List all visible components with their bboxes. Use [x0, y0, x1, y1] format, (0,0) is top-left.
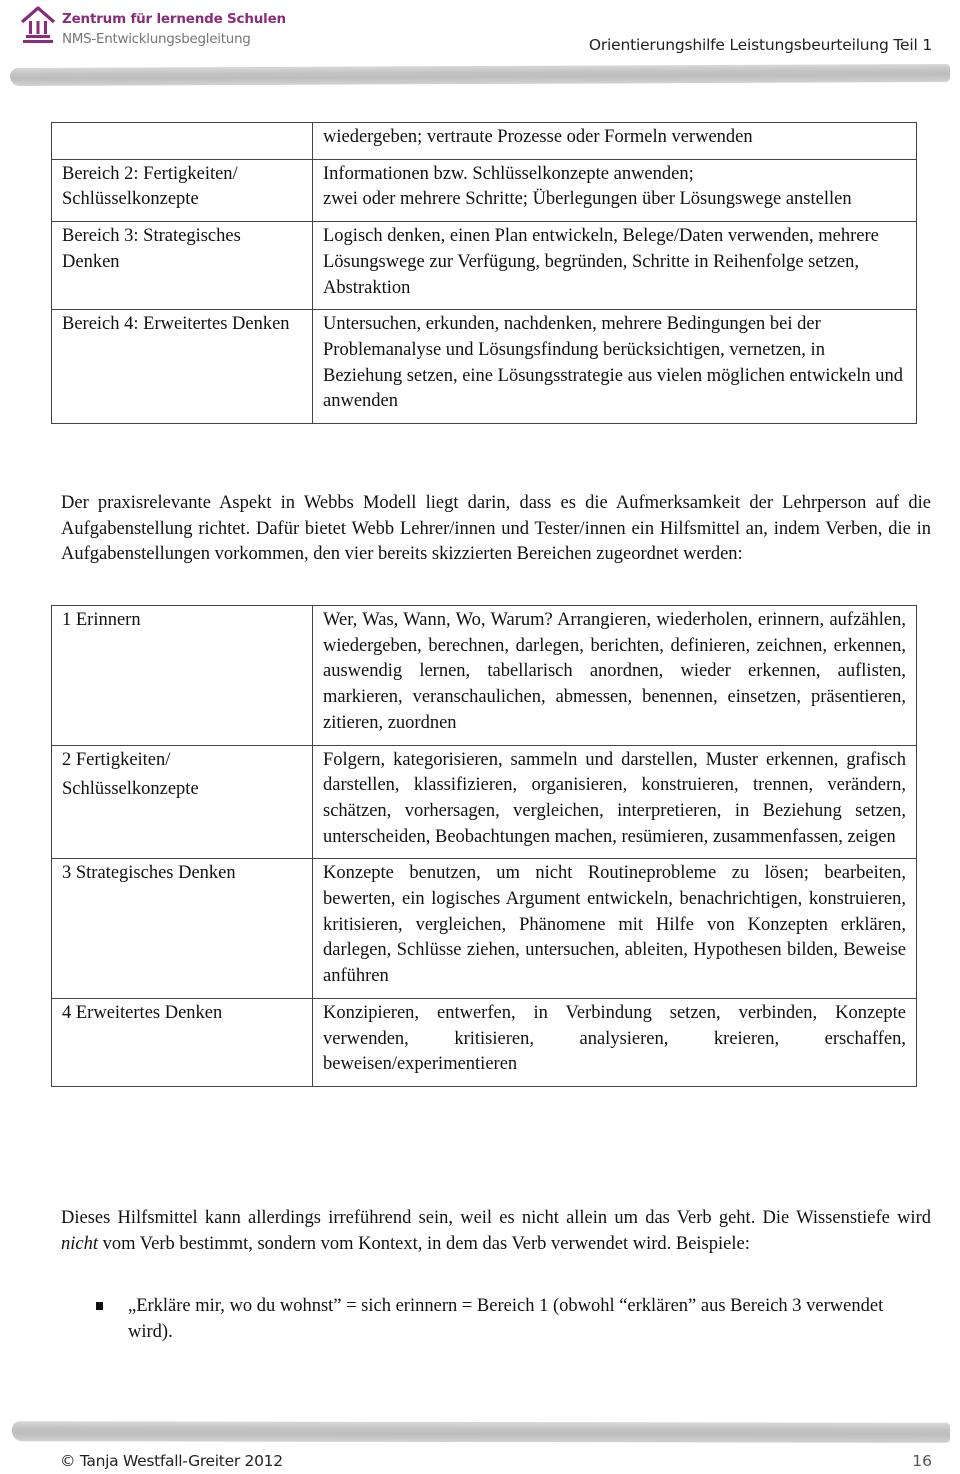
verbs-cell: Folgern, kategorisieren, sammeln und darstellen, Muster erkennen, grafisch darstellen, klassifizieren, organisieren, konstruieren, trennen, verändern, schätzen, vorhersagen, vergleichen, interpretieren, in Beziehung setzen, unterscheiden, Beobachtungen machen, resümieren, zusammenfassen, zeigen — [313, 745, 917, 859]
verbs-cell: Konzipieren, entwerfen, in Verbindung setzen, verbinden, Konzepte verwenden, kritisieren, analysieren, kreieren, erschaffen, beweisen/experimentieren — [313, 998, 917, 1086]
table-row — [52, 310, 917, 424]
description-cell: Untersuchen, erkunden, nachdenken, mehrere Bedingungen bei der Problemanalyse und Lösungsfindung berücksichtigen, vernetzen, in Beziehung setzen, eine Lösungsstrategie aus vielen möglichen entwickeln und anwenden — [313, 310, 917, 424]
logo-title: Zentrum für lernende Schulen — [62, 11, 286, 27]
area-cell — [52, 123, 313, 160]
description-cell: wiedergeben; vertraute Prozesse oder Formeln verwenden — [313, 123, 917, 160]
text-run: Dieses Hilfsmittel kann allerdings irreführend sein, weil es nicht allein um das Verb geht. Die Wissenstiefe wird — [61, 1208, 931, 1228]
area-line: Schlüsselkonzepte — [62, 779, 199, 800]
knowledge-depth-table — [51, 122, 917, 424]
footer-divider — [12, 1421, 950, 1443]
organization-logo — [20, 4, 286, 48]
example-list-item — [96, 1294, 932, 1345]
header-divider — [10, 64, 950, 86]
verbs-cell: Wer, Was, Wann, Wo, Warum? Arrangieren, wiederholen, erinnern, aufzählen, wiedergeben, berechnen, darlegen, berichten, definieren, zeichnen, erkennen, auswendig lernen, tabellarisch anordnen, wieder erkennen, auflisten, markieren, veranschaulichen, abmessen, benennen, einsetzen, präsentieren, zitieren, zuordnen — [313, 606, 917, 746]
example-text: „Erkläre mir, wo du wohnst” = sich erinnern = Bereich 1 (obwohl “erklären” aus Bereich 3 verwendet wird). — [128, 1296, 884, 1342]
table-row — [52, 745, 917, 859]
table-row — [52, 159, 917, 221]
area-cell: Bereich 3: Strategisches Denken — [52, 222, 313, 310]
description-line: zwei oder mehrere Schritte; Überlegungen über Lösungswege anstellen — [323, 189, 852, 210]
square-bullet-icon — [96, 1302, 103, 1310]
logo-subtitle: NMS-Entwicklungsbegleitung — [62, 31, 251, 47]
table-row — [52, 123, 917, 160]
table-row — [52, 606, 917, 746]
area-cell: 3 Strategisches Denken — [52, 859, 313, 999]
document-title: Orientierungshilfe Leistungsbeurteilung Teil 1 — [588, 36, 932, 54]
text-run: vom Verb bestimmt, sondern vom Kontext, in dem das Verb verwendet wird. Beispiele: — [98, 1233, 750, 1254]
area-cell — [52, 745, 313, 859]
page-number: 16 — [912, 1452, 932, 1470]
emphasis-text: nicht — [61, 1233, 98, 1254]
copyright-notice: © Tanja Westfall-Greiter 2012 — [60, 1452, 283, 1470]
area-cell: Bereich 2: Fertigkeiten/ Schlüsselkonzepte — [52, 159, 313, 221]
area-cell: 4 Erweitertes Denken — [52, 998, 313, 1086]
table-row — [52, 998, 917, 1086]
description-cell — [313, 159, 917, 221]
body-paragraph — [61, 1206, 931, 1257]
description-line: Informationen bzw. Schlüsselkonzepte anwenden; — [323, 163, 694, 184]
area-line: 2 Fertigkeiten/ — [62, 749, 171, 770]
verb-mapping-table — [51, 605, 917, 1087]
description-cell: Logisch denken, einen Plan entwickeln, Belege/Daten verwenden, mehrere Lösungswege zur Verfügung, begründen, Schritte in Reihenfolge setzen, Abstraktion — [313, 222, 917, 310]
table-row — [52, 859, 917, 999]
area-cell: 1 Erinnern — [52, 606, 313, 746]
school-building-icon — [20, 4, 56, 46]
table-row — [52, 222, 917, 310]
body-paragraph: Der praxisrelevante Aspekt in Webbs Modell liegt darin, dass es die Aufmerksamkeit der Lehrperson auf die Aufgabenstellung richtet. Dafür bietet Webb Lehrer/innen und Tester/innen ein Hilfsmittel an, indem Verben, die in Aufgabenstellungen vorkommen, den vier bereits skizzierten Bereichen zugeordnet werden: — [61, 493, 931, 565]
verbs-cell: Konzepte benutzen, um nicht Routineprobleme zu lösen; bearbeiten, bewerten, ein logisches Argument entwickeln, benachrichtigen, konstruieren, kritisieren, vergleichen, Phänomene mit Hilfe von Konzepten erklären, darlegen, Schlüsse ziehen, untersuchen, ableiten, Hypothesen bilden, Beweise anführen — [313, 859, 917, 999]
area-cell: Bereich 4: Erweitertes Denken — [52, 310, 313, 424]
